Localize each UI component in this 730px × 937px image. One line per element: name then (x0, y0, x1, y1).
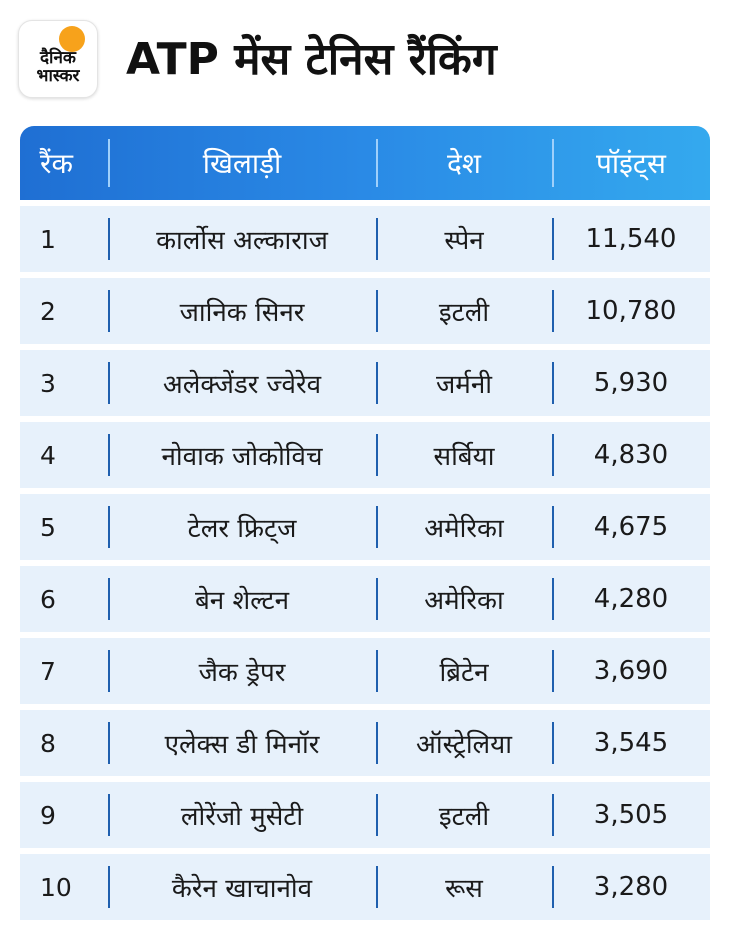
rank-cell: 9 (40, 800, 56, 830)
player-cell: टेलर फ्रिट्ज (108, 494, 376, 560)
points-cell: 4,830 (552, 422, 710, 488)
rankings-table (20, 126, 710, 920)
country-cell: अमेरिका (376, 566, 552, 632)
table-row (20, 422, 710, 488)
dainik-bhaskar-logo (18, 20, 98, 98)
player-cell: जानिक सिनर (108, 278, 376, 344)
header-country: देश (376, 126, 552, 200)
player-cell: लोरेंजो मुसेटी (108, 782, 376, 848)
table-body (20, 206, 710, 920)
country-cell: स्पेन (376, 206, 552, 272)
table-row (20, 710, 710, 776)
table-header (20, 126, 710, 200)
rank-cell: 4 (40, 440, 56, 470)
table-row (20, 566, 710, 632)
points-cell: 3,690 (552, 638, 710, 704)
player-cell: कार्लोस अल्काराज (108, 206, 376, 272)
rank-cell: 5 (40, 512, 56, 542)
table-row (20, 854, 710, 920)
table-row (20, 278, 710, 344)
rank-cell: 2 (40, 296, 56, 326)
header-points: पॉइंट्स (552, 126, 710, 200)
rank-cell: 10 (40, 872, 72, 902)
rank-cell: 8 (40, 728, 56, 758)
country-cell: सर्बिया (376, 422, 552, 488)
rank-cell: 1 (40, 224, 56, 254)
points-cell: 5,930 (552, 350, 710, 416)
table-row (20, 638, 710, 704)
points-cell: 3,545 (552, 710, 710, 776)
country-cell: जर्मनी (376, 350, 552, 416)
points-cell: 10,780 (552, 278, 710, 344)
country-cell: रूस (376, 854, 552, 920)
points-cell: 3,280 (552, 854, 710, 920)
logo-line-2: भास्कर (36, 66, 80, 86)
rank-cell: 7 (40, 656, 56, 686)
player-cell: नोवाक जोकोविच (108, 422, 376, 488)
player-cell: एलेक्स डी मिनॉर (108, 710, 376, 776)
table-row (20, 782, 710, 848)
table-row (20, 494, 710, 560)
country-cell: ब्रिटेन (376, 638, 552, 704)
table-row (20, 350, 710, 416)
page-title: ATP मेंस टेनिस रैंकिंग (126, 34, 497, 85)
points-cell: 4,280 (552, 566, 710, 632)
logo-line-1: दैनिक (40, 48, 76, 68)
rank-cell: 3 (40, 368, 56, 398)
points-cell: 11,540 (552, 206, 710, 272)
header-player: खिलाड़ी (108, 126, 376, 200)
rank-cell: 6 (40, 584, 56, 614)
player-cell: जैक ड्रेपर (108, 638, 376, 704)
country-cell: इटली (376, 278, 552, 344)
country-cell: इटली (376, 782, 552, 848)
table-row (20, 206, 710, 272)
player-cell: कैरेन खाचानोव (108, 854, 376, 920)
player-cell: अलेक्जेंडर ज्वेरेव (108, 350, 376, 416)
player-cell: बेन शेल्टन (108, 566, 376, 632)
country-cell: अमेरिका (376, 494, 552, 560)
points-cell: 4,675 (552, 494, 710, 560)
points-cell: 3,505 (552, 782, 710, 848)
country-cell: ऑस्ट्रेलिया (376, 710, 552, 776)
header-rank: रैंक (40, 147, 73, 180)
